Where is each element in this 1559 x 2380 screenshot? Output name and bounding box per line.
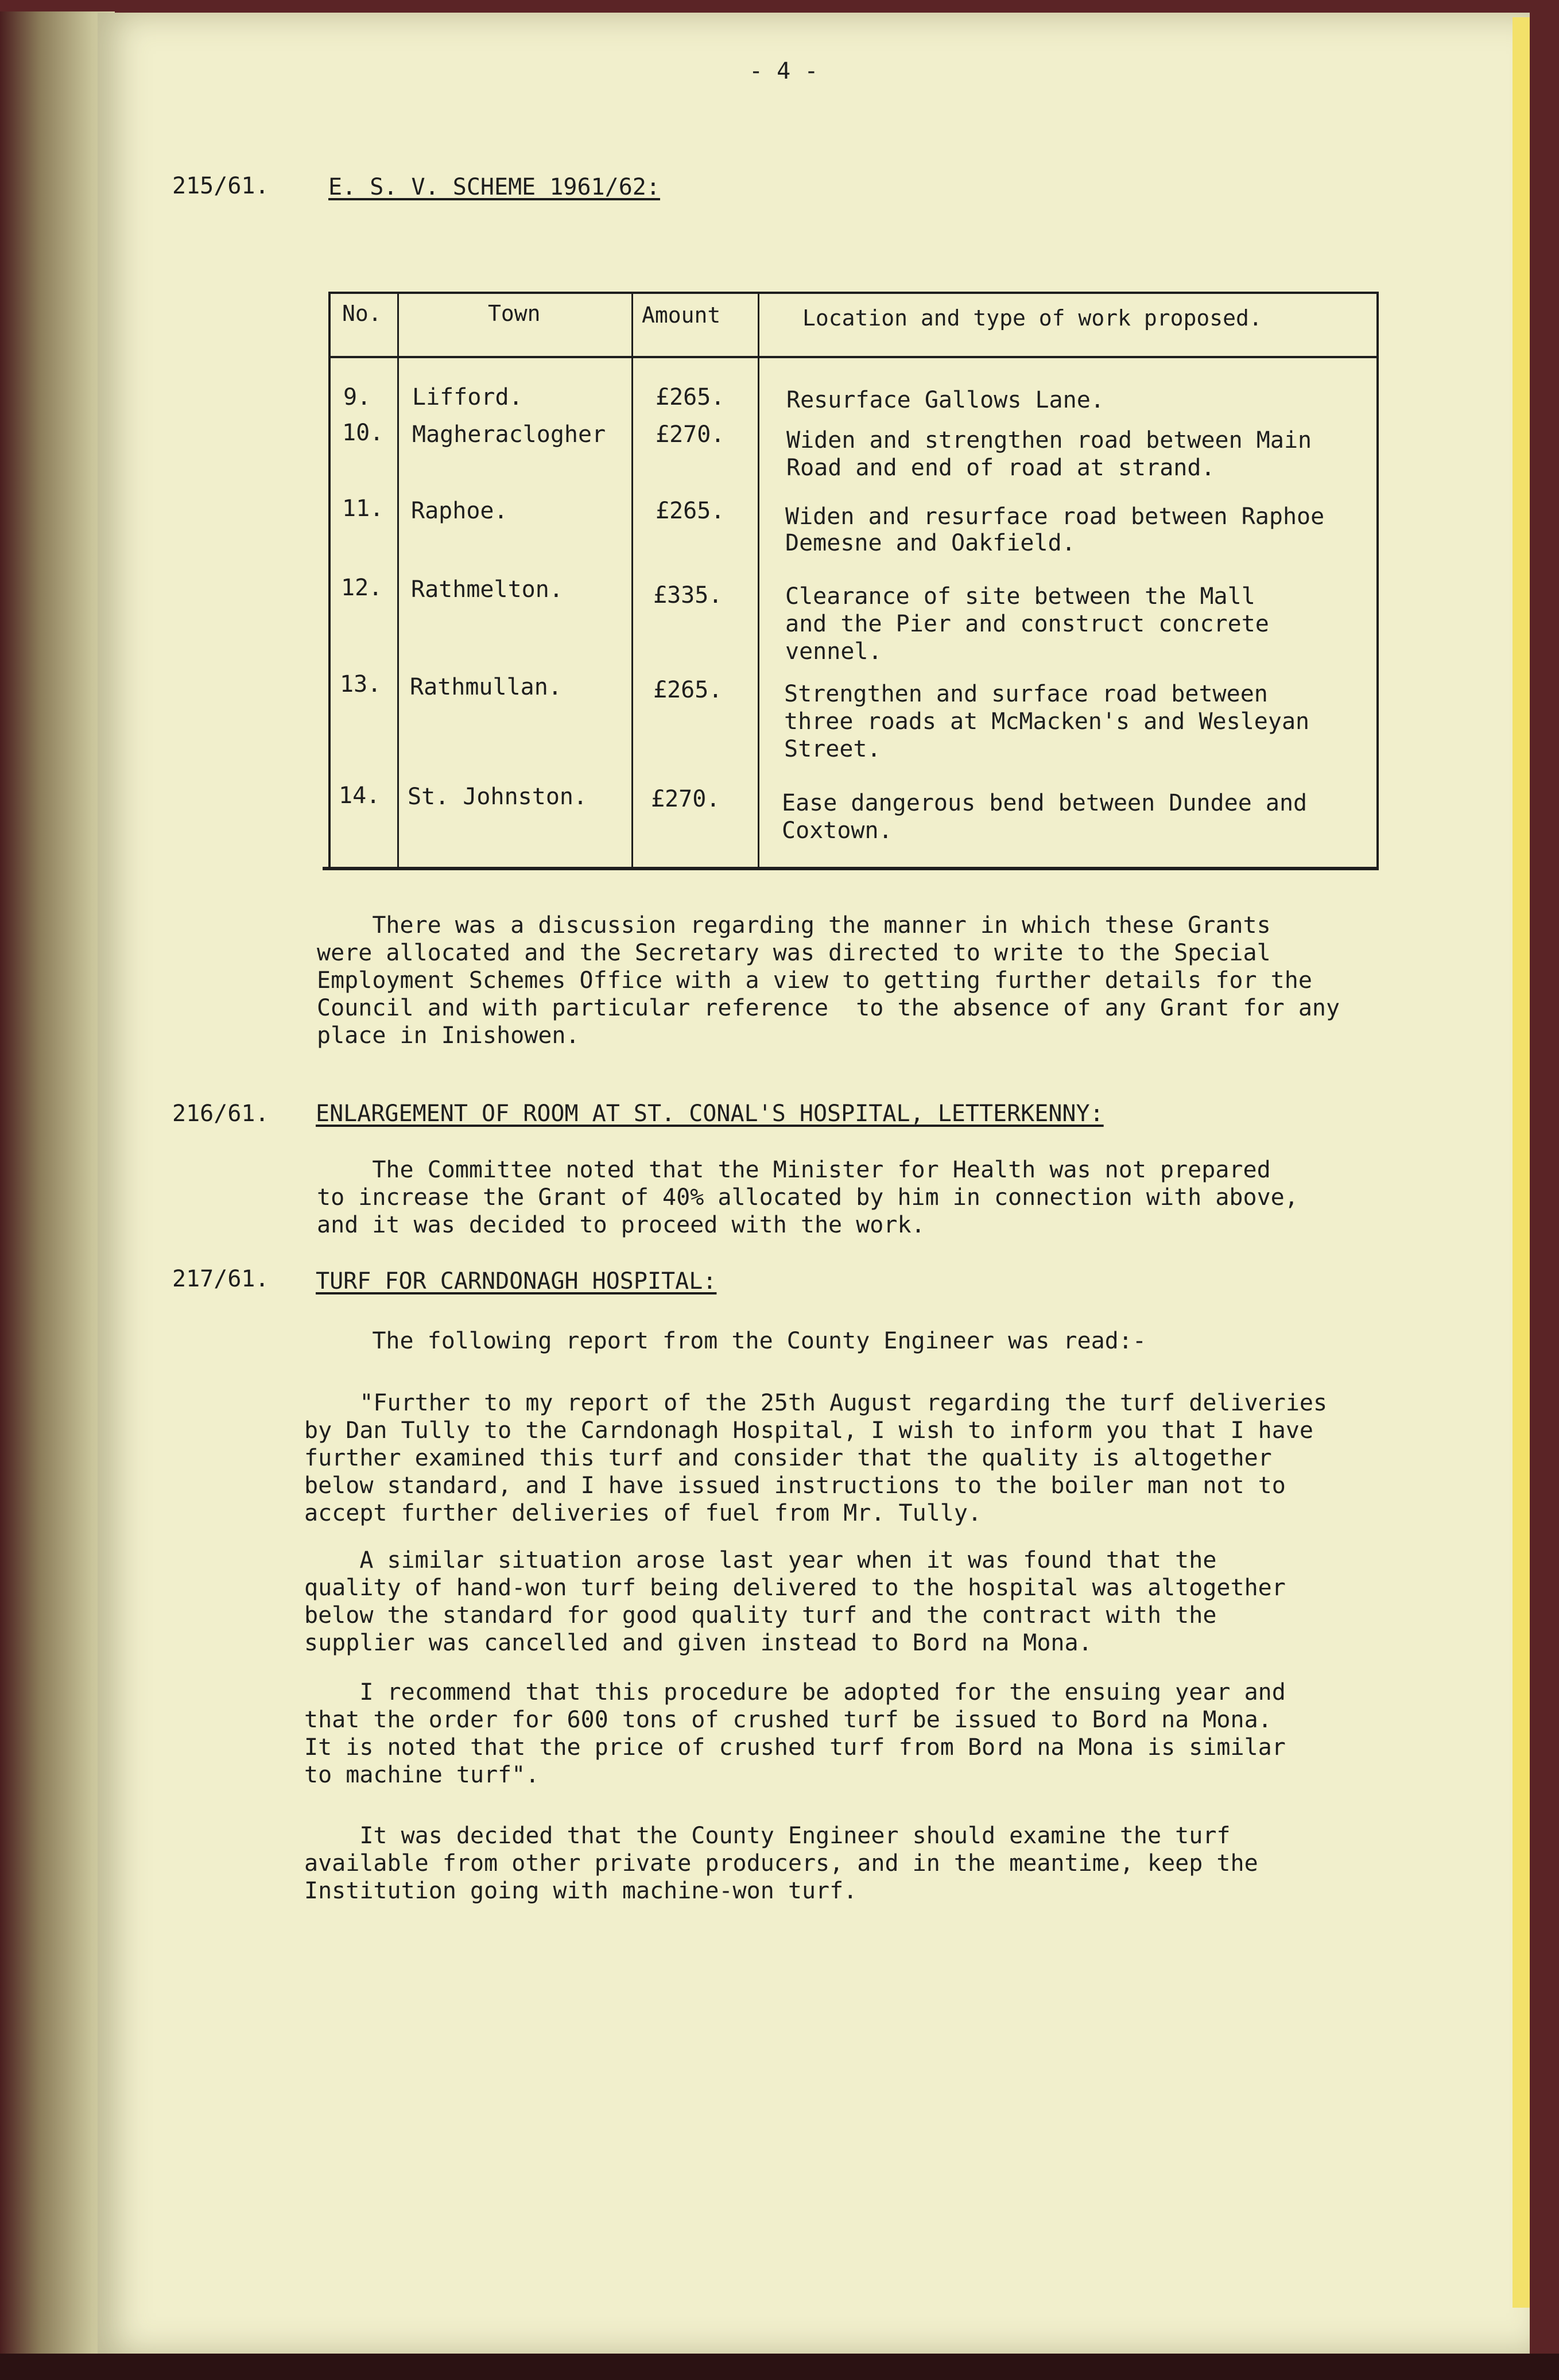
row-work-line: three roads at McMacken's and Wesleyan xyxy=(784,708,1310,735)
paragraph-216 xyxy=(317,1156,1298,1239)
minute-ref-215: 215/61. xyxy=(172,173,269,199)
row-work-line: Ease dangerous bend between Dundee and xyxy=(782,790,1308,816)
paragraph-line: place in Inishowen. xyxy=(317,1022,580,1049)
row-town: Lifford. xyxy=(412,384,523,410)
paragraph-line: I recommend that this procedure be adopted for the ensuing year and xyxy=(304,1679,1286,1705)
engineer-report-para-2 xyxy=(304,1546,1286,1657)
row-work-line: Widen and resurface road between Raphoe xyxy=(785,503,1325,530)
row-work-line: Demesne and Oakfield. xyxy=(785,530,1076,556)
paragraph-line: supplier was cancelled and given instead to Bord na Mona. xyxy=(304,1630,1092,1656)
paragraph-line: Institution going with machine-won turf. xyxy=(304,1878,858,1904)
paragraph-line: "Further to my report of the 25th August regarding the turf deliveries xyxy=(304,1390,1328,1416)
paragraph-line: below the standard for good quality turf and the contract with the xyxy=(304,1602,1217,1629)
paragraph-line: that the order for 600 tons of crushed turf be issued to Bord na Mona. xyxy=(304,1707,1272,1733)
minute-ref-216: 216/61. xyxy=(172,1100,269,1127)
row-town: Rathmullan. xyxy=(410,674,562,700)
paragraph-line: by Dan Tully to the Carndonagh Hospital, I wish to inform you that I have xyxy=(304,1417,1313,1444)
paragraph-line: There was a discussion regarding the manner in which these Grants xyxy=(317,912,1271,939)
row-amount: £270. xyxy=(651,786,720,812)
col-header-amount: Amount xyxy=(642,303,721,328)
row-work-line: Resurface Gallows Lane. xyxy=(786,387,1104,413)
paragraph-line: A similar situation arose last year when it was found that the xyxy=(304,1547,1217,1573)
row-no: 9. xyxy=(343,384,371,410)
paragraph-line: were allocated and the Secretary was directed to write to the Special xyxy=(317,940,1271,966)
row-town: St. Johnston. xyxy=(408,784,588,810)
heading-esv-scheme: E. S. V. SCHEME 1961/62: xyxy=(328,174,660,200)
row-no: 14. xyxy=(339,782,381,809)
row-work-line: Coxtown. xyxy=(782,817,893,844)
paragraph-line: It was decided that the County Engineer should examine the turf xyxy=(304,1823,1231,1849)
paragraph-215 xyxy=(317,912,1340,1049)
row-work-line: and the Pier and construct concrete xyxy=(785,611,1269,637)
paragraph-line: to machine turf". xyxy=(304,1762,540,1788)
paragraph-line: The following report from the County Engineer was read:- xyxy=(317,1328,1146,1354)
col-header-town: Town xyxy=(488,301,541,326)
paragraph-line: below standard, and I have issued instructions to the boiler man not to xyxy=(304,1472,1286,1499)
paragraph-line: and it was decided to proceed with the work. xyxy=(317,1212,925,1238)
paragraph-line: available from other private producers, and in the meantime, keep the xyxy=(304,1850,1258,1877)
row-amount: £265. xyxy=(653,677,723,703)
engineer-report-para-1 xyxy=(304,1389,1327,1527)
row-work-line: Clearance of site between the Mall xyxy=(785,583,1255,610)
row-work-line: Street. xyxy=(784,736,881,762)
row-no: 12. xyxy=(341,575,383,601)
paragraph-217-decision xyxy=(304,1822,1258,1905)
row-town: Raphoe. xyxy=(411,498,508,524)
minute-ref-217: 217/61. xyxy=(172,1266,269,1292)
row-no: 11. xyxy=(342,495,384,522)
row-no: 13. xyxy=(340,671,382,697)
paragraph-line: further examined this turf and consider that the quality is altogether xyxy=(304,1445,1272,1471)
paragraph-line: Employment Schemes Office with a view to getting further details for the xyxy=(317,967,1312,994)
paragraph-line: accept further deliveries of fuel from Mr. Tully. xyxy=(304,1500,982,1526)
engineer-report-para-3 xyxy=(304,1679,1286,1789)
row-work-line: Widen and strengthen road between Main xyxy=(786,427,1312,453)
paragraph-217-intro xyxy=(317,1327,1146,1355)
heading-turf: TURF FOR CARNDONAGH HOSPITAL: xyxy=(316,1268,717,1294)
row-work-line: vennel. xyxy=(785,638,882,665)
page-number: - 4 - xyxy=(749,58,819,84)
paragraph-line: to increase the Grant of 40% allocated by him in connection with above, xyxy=(317,1184,1298,1211)
col-header-no: No. xyxy=(342,301,382,326)
paragraph-line: quality of hand-won turf being delivered to the hospital was altogether xyxy=(304,1575,1286,1601)
row-town: Magheraclogher xyxy=(412,421,606,448)
col-header-work: Location and type of work proposed. xyxy=(802,305,1262,331)
paragraph-line: The Committee noted that the Minister for Health was not prepared xyxy=(317,1157,1271,1183)
paragraph-line: Council and with particular reference to the absence of any Grant for any xyxy=(317,995,1340,1021)
row-town: Rathmelton. xyxy=(411,576,563,603)
heading-enlargement: ENLARGEMENT OF ROOM AT ST. CONAL'S HOSPITAL, LETTERKENNY: xyxy=(316,1100,1104,1127)
paragraph-line: It is noted that the price of crushed turf from Bord na Mona is similar xyxy=(304,1734,1286,1761)
row-work-line: Strengthen and surface road between xyxy=(784,681,1268,707)
row-amount: £270. xyxy=(656,421,725,448)
row-amount: £265. xyxy=(656,384,725,410)
row-work-line: Road and end of road at strand. xyxy=(786,455,1215,481)
row-amount: £265. xyxy=(656,498,725,524)
row-amount: £335. xyxy=(653,582,723,608)
row-no: 10. xyxy=(342,420,384,446)
